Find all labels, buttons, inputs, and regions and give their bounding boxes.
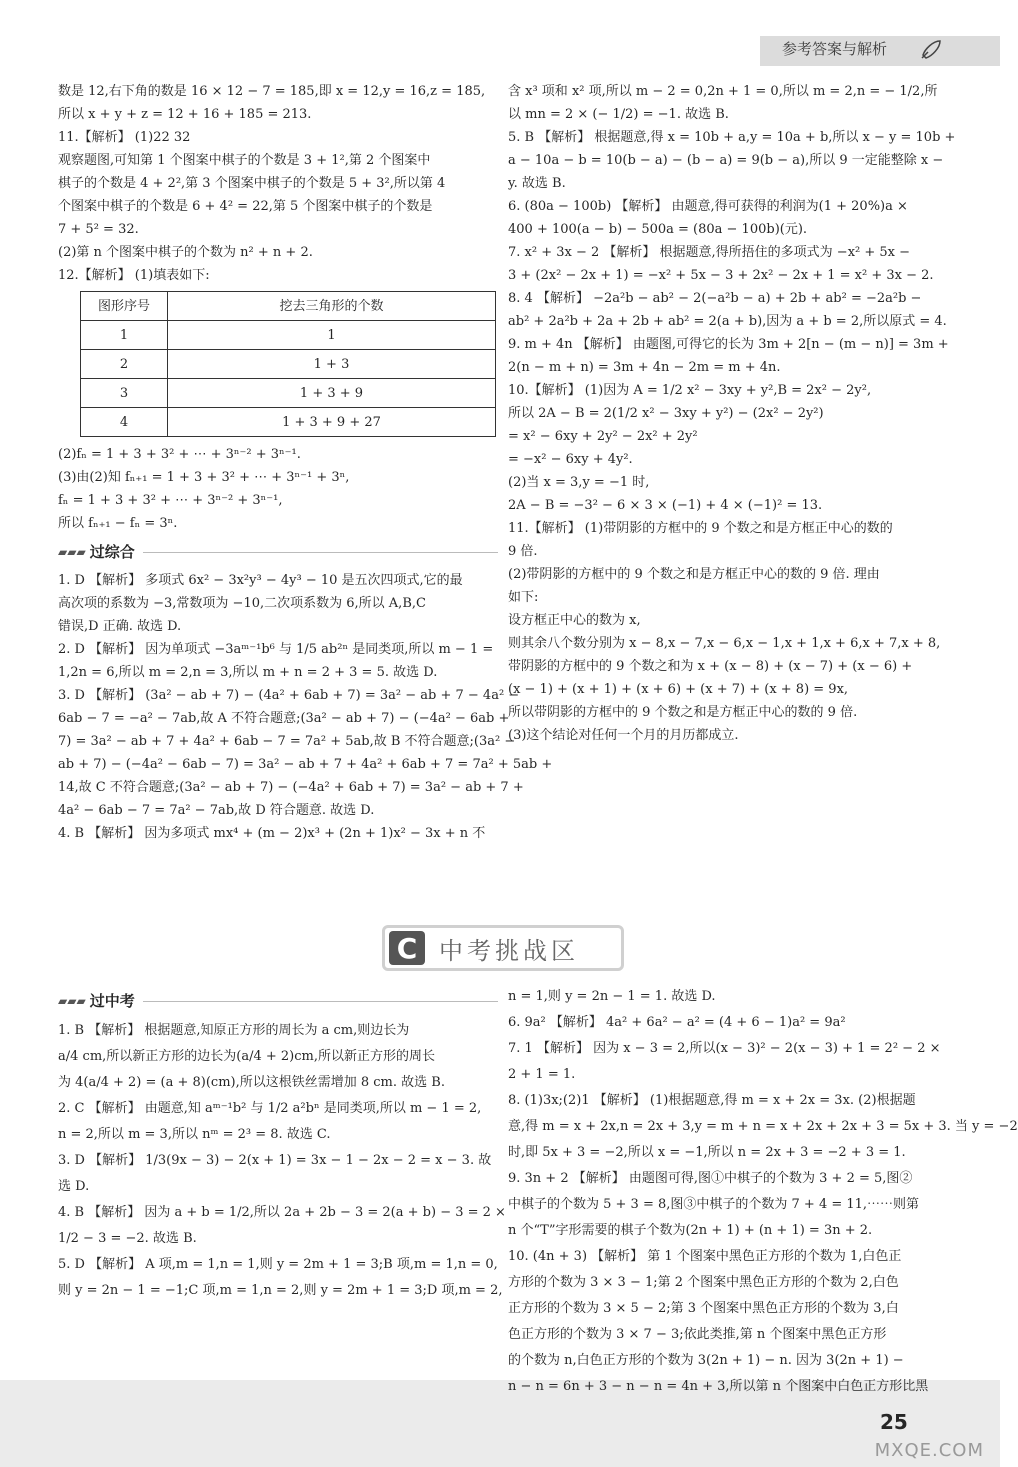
banner-letter: C <box>389 931 425 965</box>
fill-table <box>80 291 496 437</box>
text-line: 方形的个数为 3 × 3 − 1;第 2 个图案中黑色正方形的个数为 2,白色 <box>508 1275 899 1290</box>
right-column-bottom <box>508 984 1018 1400</box>
text-line: 中棋子的个数为 5 + 3 = 8,图③中棋子的个数为 7 + 4 = 11,⋯⋯则第 <box>508 1197 920 1212</box>
text-line: 个图案中棋子的个数是 6 + 4² = 22,第 5 个图案中棋子的个数是 <box>58 199 433 214</box>
text-line: a/4 cm,所以新正方形的边长为(a/4 + 2)cm,所以新正方形的周长 <box>58 1049 435 1064</box>
table-cell: 4 <box>81 408 168 437</box>
table-cell: 1 + 3 + 9 <box>168 379 496 408</box>
text-line: n = 1,则 y = 2n − 1 = 1. 故选 D. <box>508 989 716 1004</box>
watermark-text: MXQE.COM <box>874 1440 984 1461</box>
text-line: 则其余八个数分别为 x − 8,x − 7,x − 6,x − 1,x + 1,x + 6,x + 7,x + 8, <box>508 636 941 651</box>
rocket-icon <box>918 38 944 62</box>
table-cell: 1 + 3 + 9 + 27 <box>168 408 496 437</box>
text-line: n − n = 6n + 3 − n − n = 4n + 3,所以第 n 个图案中白色正方形比黑 <box>508 1379 929 1394</box>
table-row <box>81 350 496 379</box>
text-line: 意,得 m = x + 2x,n = 2x + 3,y = m + n = x + 2x + 2x + 3 = 5x + 3. 当 y = −2 <box>508 1119 1018 1134</box>
text-line: 的个数为 n,白色正方形的个数为 3(2n + 1) − n. 因为 3(2n + 1) − <box>508 1353 904 1368</box>
text-line: 14,故 C 不符合题意;(3a² − ab + 7) − (−4a² + 6ab + 7) = 3a² − ab + 7 + <box>58 780 524 795</box>
text-line: 5. B 【解析】 根据题意,得 x = 10b + a,y = 10a + b,所以 x − y = 10b + <box>508 130 956 145</box>
table-row <box>81 408 496 437</box>
text-line: 6. (80a − 100b) 【解析】 由题意,得可获得的利润为(1 + 20%)a × <box>508 199 908 214</box>
text-line: 观察题图,可知第 1 个图案中棋子的个数是 3 + 1²,第 2 个图案中 <box>58 153 431 168</box>
table-row <box>81 321 496 350</box>
text-line: n 个“T”字形需要的棋子个数为(2n + 1) + (n + 1) = 3n + 2. <box>508 1223 873 1238</box>
text-line: 2. C 【解析】 由题意,知 aᵐ⁻¹b² 与 1/2 a²bⁿ 是同类项,所以 m − 1 = 2, <box>58 1101 482 1116</box>
text-line: ab² + 2a²b + 2a + 2b + ab² = 2(a + b),因为 a + b = 2,所以原式 = 4. <box>508 314 947 329</box>
text-line: 10. (4n + 3) 【解析】 第 1 个图案中黑色正方形的个数为 1,白色正 <box>508 1249 902 1264</box>
text-line: 2 + 1 = 1. <box>508 1067 576 1082</box>
table-cell: 1 <box>168 321 496 350</box>
text-line: 带阴影的方框中的 9 个数之和为 x + (x − 8) + (x − 7) + (x − 6) + <box>508 659 913 674</box>
text-line: (2)第 n 个图案中棋子的个数为 n² + n + 2. <box>58 245 313 260</box>
text-line: 含 x³ 项和 x² 项,所以 m − 2 = 0,2n + 1 = 0,所以 m = 2,n = − 1/2,所 <box>508 84 938 99</box>
text-line: 1/2 − 3 = −2. 故选 B. <box>58 1231 197 1246</box>
text-line: 3. D 【解析】 1/3(9x − 3) − 2(x + 1) = 3x − 1 − 2x − 2 = x − 3. 故 <box>58 1153 492 1168</box>
section-title: 过综合 <box>89 542 135 561</box>
right-column-top <box>508 80 956 747</box>
text-line: 8. 4 【解析】 −2a²b − ab² − 2(−a²b − a) + 2b + ab² = −2a²b − <box>508 291 922 306</box>
section-divider <box>143 552 498 553</box>
section-heading <box>58 541 498 563</box>
section-dots-icon: ▰▰▰ <box>58 544 86 559</box>
text-line: 6ab − 7 = −a² − 7ab,故 A 不符合题意;(3a² − ab + 7) − (−4a² − 6ab + <box>58 711 510 726</box>
text-line: 12.【解析】 (1)填表如下: <box>58 268 210 283</box>
section-heading <box>58 990 498 1012</box>
text-line: a − 10a − b = 10(b − a) − (b − a) = 9(b − a),所以 9 一定能整除 x − <box>508 153 944 168</box>
text-line: 1. D 【解析】 多项式 6x² − 3x²y³ − 4y³ − 10 是五次四项式,它的最 <box>58 573 463 588</box>
text-line: 棋子的个数是 4 + 2²,第 3 个图案中棋子的个数是 5 + 3²,所以第 4 <box>58 176 446 191</box>
text-line: 3 + (2x² − 2x + 1) = −x² + 5x − 3 + 2x² − 2x + 1 = x² + 3x − 2. <box>508 268 934 283</box>
banner-title: 中考挑战区 <box>439 936 579 965</box>
text-line: (2)带阴影的方框中的 9 个数之和是方框正中心的数的 9 倍. 理由 <box>508 567 880 582</box>
text-line: 7) = 3a² − ab + 7 + 4a² + 6ab − 7 = 7a² + 5ab,故 B 不符合题意;(3a² − <box>58 734 516 749</box>
text-line: 所以 fₙ₊₁ − fₙ = 3ⁿ. <box>58 516 178 531</box>
text-line: 为 4(a/4 + 2) = (a + 8)(cm),所以这根铁丝需增加 8 cm. 故选 B. <box>58 1075 445 1090</box>
table-cell: 3 <box>81 379 168 408</box>
table-cell: 1 + 3 <box>168 350 496 379</box>
text-line: 5. D 【解析】 A 项,m = 1,n = 1,则 y = 2m + 1 = 3;B 项,m = 1,n = 0, <box>58 1257 498 1272</box>
text-line: 正方形的个数为 3 × 5 − 2;第 3 个图案中黑色正方形的个数为 3,白 <box>508 1301 899 1316</box>
text-line: 10.【解析】 (1)因为 A = 1/2 x² − 3xy + y²,B = 2x² − 2y², <box>508 383 872 398</box>
section-banner <box>382 925 624 971</box>
text-line: (2)fₙ = 1 + 3 + 3² + ⋯ + 3ⁿ⁻² + 3ⁿ⁻¹. <box>58 447 301 462</box>
table-header: 图形序号 <box>81 292 168 321</box>
table-cell: 1 <box>81 321 168 350</box>
text-line: 9. 3n + 2 【解析】 由题图可得,图①中棋子的个数为 3 + 2 = 5,图② <box>508 1171 913 1186</box>
text-line: 7. x² + 3x − 2 【解析】 根据题意,得所捂住的多项式为 −x² + 5x − <box>508 245 911 260</box>
text-line: 所以 2A − B = 2(1/2 x² − 3xy + y²) − (2x² − 2y²) <box>508 406 824 421</box>
text-line: ab + 7) − (−4a² − 6ab − 7) = 3a² − ab + 7 + 4a² + 6ab + 7 = 7a² + 5ab + <box>58 757 553 772</box>
text-line: 4. B 【解析】 因为 a + b = 1/2,所以 2a + 2b − 3 = 2(a + b) − 3 = 2 × <box>58 1205 506 1220</box>
text-line: 9 倍. <box>508 544 538 559</box>
text-line: 8. (1)3x;(2)1 【解析】 (1)根据题意,得 m = x + 2x = 3x. (2)根据题 <box>508 1093 916 1108</box>
left-column-bottom <box>58 984 506 1304</box>
text-line: (2)当 x = 3,y = −1 时, <box>508 475 650 490</box>
text-line: 2A − B = −3² − 6 × 3 × (−1) + 4 × (−1)² = 13. <box>508 498 823 513</box>
text-line: fₙ = 1 + 3 + 3² + ⋯ + 3ⁿ⁻² + 3ⁿ⁻¹, <box>58 493 283 508</box>
page-number: 25 <box>880 1410 908 1434</box>
text-line: 选 D. <box>58 1179 90 1194</box>
text-line: (x − 1) + (x + 1) + (x + 6) + (x + 7) + (x + 8) = 9x, <box>508 682 849 697</box>
text-line: n = 2,所以 m = 3,所以 nᵐ = 2³ = 8. 故选 C. <box>58 1127 331 1142</box>
text-line: 1,2n = 6,所以 m = 2,n = 3,所以 m + n = 2 + 3 = 5. 故选 D. <box>58 665 438 680</box>
text-line: 400 + 100(a − b) − 500a = (80a − 100b)(元). <box>508 222 808 237</box>
text-line: y. 故选 B. <box>508 176 566 191</box>
text-line: 3. D 【解析】 (3a² − ab + 7) − (4a² + 6ab + 7) = 3a² − ab + 7 − 4a² − <box>58 688 520 703</box>
text-line: 4a² − 6ab − 7 = 7a² − 7ab,故 D 符合题意. 故选 D. <box>58 803 375 818</box>
text-line: 色正方形的个数为 3 × 7 − 3;依此类推,第 n 个图案中黑色正方形 <box>508 1327 887 1342</box>
section-divider <box>143 1001 498 1002</box>
text-line: 11.【解析】 (1)22 32 <box>58 130 191 145</box>
text-line: 则 y = 2n − 1 = −1;C 项,m = 1,n = 2,则 y = 2m + 1 = 3;D 项,m = 2, <box>58 1283 503 1298</box>
text-line: = x² − 6xy + 2y² − 2x² + 2y² <box>508 429 698 444</box>
text-line: 数是 12,右下角的数是 16 × 12 − 7 = 185,即 x = 12,y = 16,z = 185, <box>58 84 486 99</box>
table-header: 挖去三角形的个数 <box>168 292 496 321</box>
section-dots-icon: ▰▰▰ <box>58 993 86 1008</box>
header-title: 参考答案与解析 <box>782 40 888 58</box>
text-line: 4. B 【解析】 因为多项式 mx⁴ + (m − 2)x³ + (2n + 1)x² − 3x + n 不 <box>58 826 486 841</box>
text-line: 所以 x + y + z = 12 + 16 + 185 = 213. <box>58 107 312 122</box>
text-line: 时,即 5x + 3 = −2,所以 x = −1,所以 n = 2x + 3 = −2 + 3 = 1. <box>508 1145 906 1160</box>
text-line: 如下: <box>508 590 539 605</box>
section-title: 过中考 <box>89 991 135 1010</box>
text-line: 设方框正中心的数为 x, <box>508 613 641 628</box>
text-line: 以 mn = 2 × (− 1/2) = −1. 故选 B. <box>508 107 729 122</box>
text-line: (3)这个结论对任何一个月的月历都成立. <box>508 728 739 743</box>
text-line: 2. D 【解析】 因为单项式 −3aᵐ⁻¹b⁶ 与 1/5 ab²ⁿ 是同类项,所以 m − 1 = <box>58 642 494 657</box>
text-line: = −x² − 6xy + 4y². <box>508 452 633 467</box>
text-line: (3)由(2)知 fₙ₊₁ = 1 + 3 + 3² + ⋯ + 3ⁿ⁻¹ + 3ⁿ, <box>58 470 350 485</box>
text-line: 错误,D 正确. 故选 D. <box>58 619 182 634</box>
table-cell: 2 <box>81 350 168 379</box>
text-line: 7. 1 【解析】 因为 x − 3 = 2,所以(x − 3)² − 2(x − 3) + 1 = 2² − 2 × <box>508 1041 941 1056</box>
text-line: 6. 9a² 【解析】 4a² + 6a² − a² = (4 + 6 − 1)a² = 9a² <box>508 1015 846 1030</box>
text-line: 11.【解析】 (1)带阴影的方框中的 9 个数之和是方框正中心的数的 <box>508 521 893 536</box>
text-line: 7 + 5² = 32. <box>58 222 139 237</box>
text-line: 9. m + 4n 【解析】 由题图,可得它的长为 3m + 2[n − (m − n)] = 3m + <box>508 337 949 352</box>
text-line: 高次项的系数为 −3,常数项为 −10,二次项系数为 6,所以 A,B,C <box>58 596 426 611</box>
text-line: 2(n − m + n) = 3m + 4n − 2m = m + 4n. <box>508 360 781 375</box>
table-row <box>81 379 496 408</box>
text-line: 所以带阴影的方框中的 9 个数之和是方框正中心的数的 9 倍. <box>508 705 858 720</box>
text-line: 1. B 【解析】 根据题意,知原正方形的周长为 a cm,则边长为 <box>58 1023 410 1038</box>
